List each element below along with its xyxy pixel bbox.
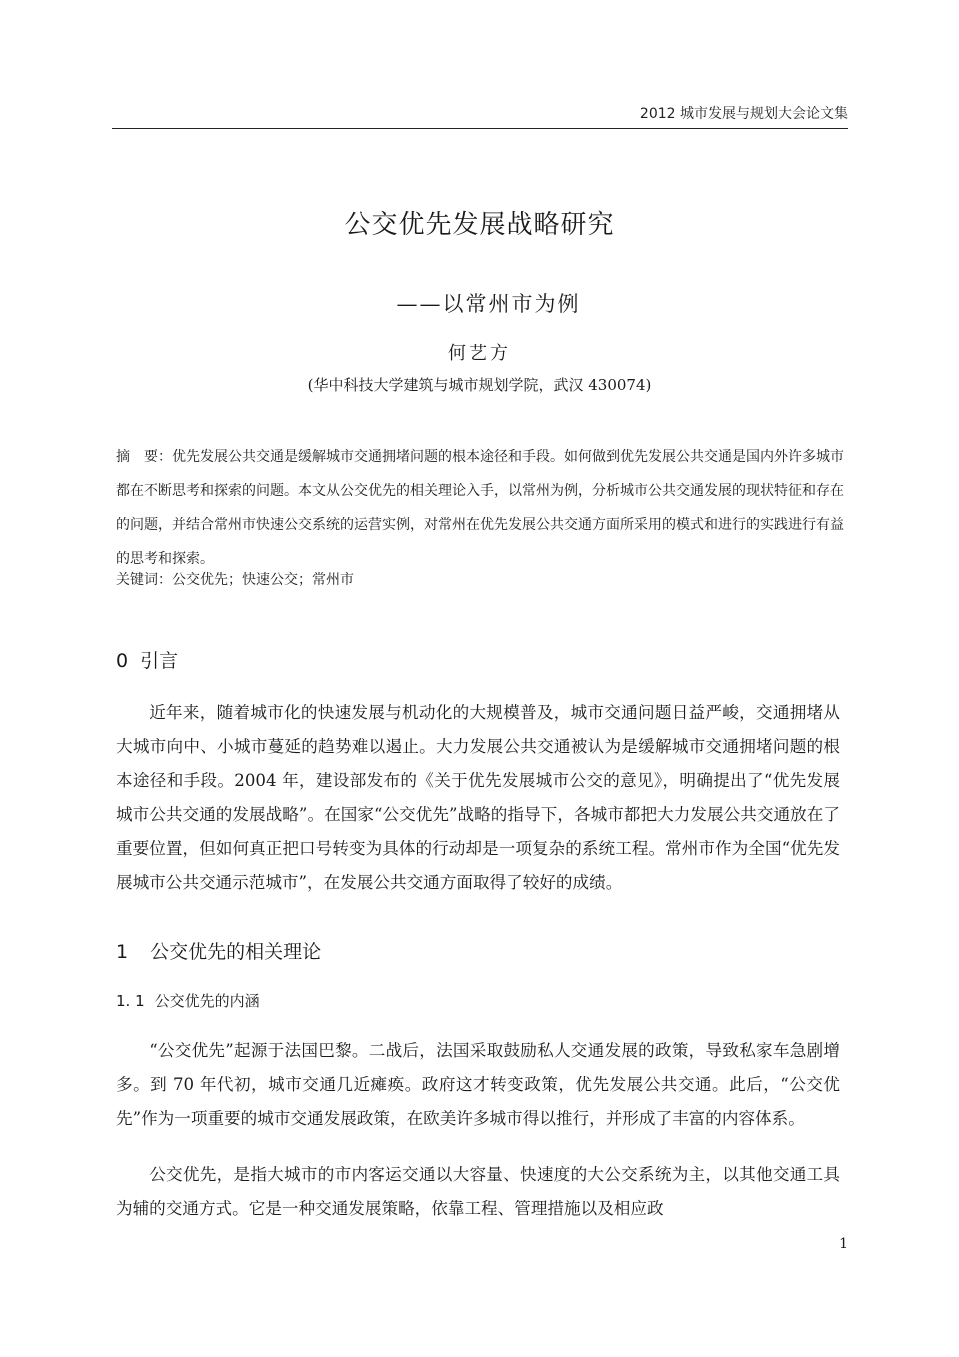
paper-title: 公交优先发展战略研究 <box>344 210 615 240</box>
abstract <box>116 440 844 576</box>
page-number: 1 <box>839 1236 848 1252</box>
keywords <box>116 566 844 594</box>
running-header: 2012 城市发展与规划大会论文集 <box>639 106 848 122</box>
section-heading-1 <box>116 936 321 968</box>
abstract-text: 优先发展公共交通是缓解城市交通拥堵问题的根本途径和手段。如何做到优先发展公共交通是国内外许多城市都在不断思考和探索的问题。本文从公交优先的相关理论入手，以常州为例，分析城市公共交通发展的现状特征和存在的问题，并结合常州市快速公交系统的运营实例，对常州在优先发展公共交通方面所采用的模式和进行的实践进行有益的思考和探索。 <box>116 449 844 567</box>
section-number: 1 <box>116 941 129 963</box>
paper-subtitle: ——以常州市为例 <box>396 292 581 316</box>
section-title: 引言 <box>140 650 179 672</box>
body-paragraph: “公交优先”起源于法国巴黎。二战后，法国采取鼓励私人交通发展的政策，导致私家车急剧增多。到 70 年代初，城市交通几近瘫痪。政府这才转变政策，优先发展公共交通。此后，“公交优先”作为一项重要的城市交通发展政策，在欧美许多城市得以推行，并形成了丰富的内容体系。 <box>116 1041 840 1128</box>
section-title: 公交优先的相关理论 <box>150 941 322 963</box>
subsection-heading-1-1 <box>116 988 260 1014</box>
body-paragraph: 近年来，随着城市化的快速发展与机动化的大规模普及，城市交通问题日益严峻，交通拥堵从大城市向中、小城市蔓延的趋势难以遏止。大力发展公共交通被认为是缓解城市交通拥堵问题的根本途径和手段。2004 年，建设部发布的《关于优先发展城市公交的意见》，明确提出了“优先发展城市公共交通的发展战略”。在国家“公交优先”战略的指导下，各城市都把大力发展公共交通放在了重要位置，但如何真正把口号转变为具体的行动却是一项复杂的系统工程。常州市作为全国“优先发展城市公共交通示范城市”，在发展公共交通方面取得了较好的成绩。 <box>116 703 840 892</box>
section-number: 0 <box>116 650 129 672</box>
section-heading-intro <box>116 645 178 677</box>
subsection-title: 公交优先的内涵 <box>154 992 260 1010</box>
author-name: 何艺方 <box>448 343 511 364</box>
keywords-label: 关键词： <box>116 572 172 588</box>
header-rule <box>112 128 848 129</box>
body-paragraph: 公交优先，是指大城市的市内客运交通以大容量、快速度的大公交系统为主，以其他交通工具为辅的交通方式。它是一种交通发展策略，依靠工程、管理措施以及相应政 <box>116 1165 840 1218</box>
keywords-text: 公交优先；快速公交；常州市 <box>172 572 354 588</box>
subsection-number: 1. 1 <box>116 992 145 1010</box>
abstract-label: 摘 要： <box>116 449 172 465</box>
author-affiliation: (华中科技大学建筑与城市规划学院，武汉 430074) <box>307 376 652 394</box>
